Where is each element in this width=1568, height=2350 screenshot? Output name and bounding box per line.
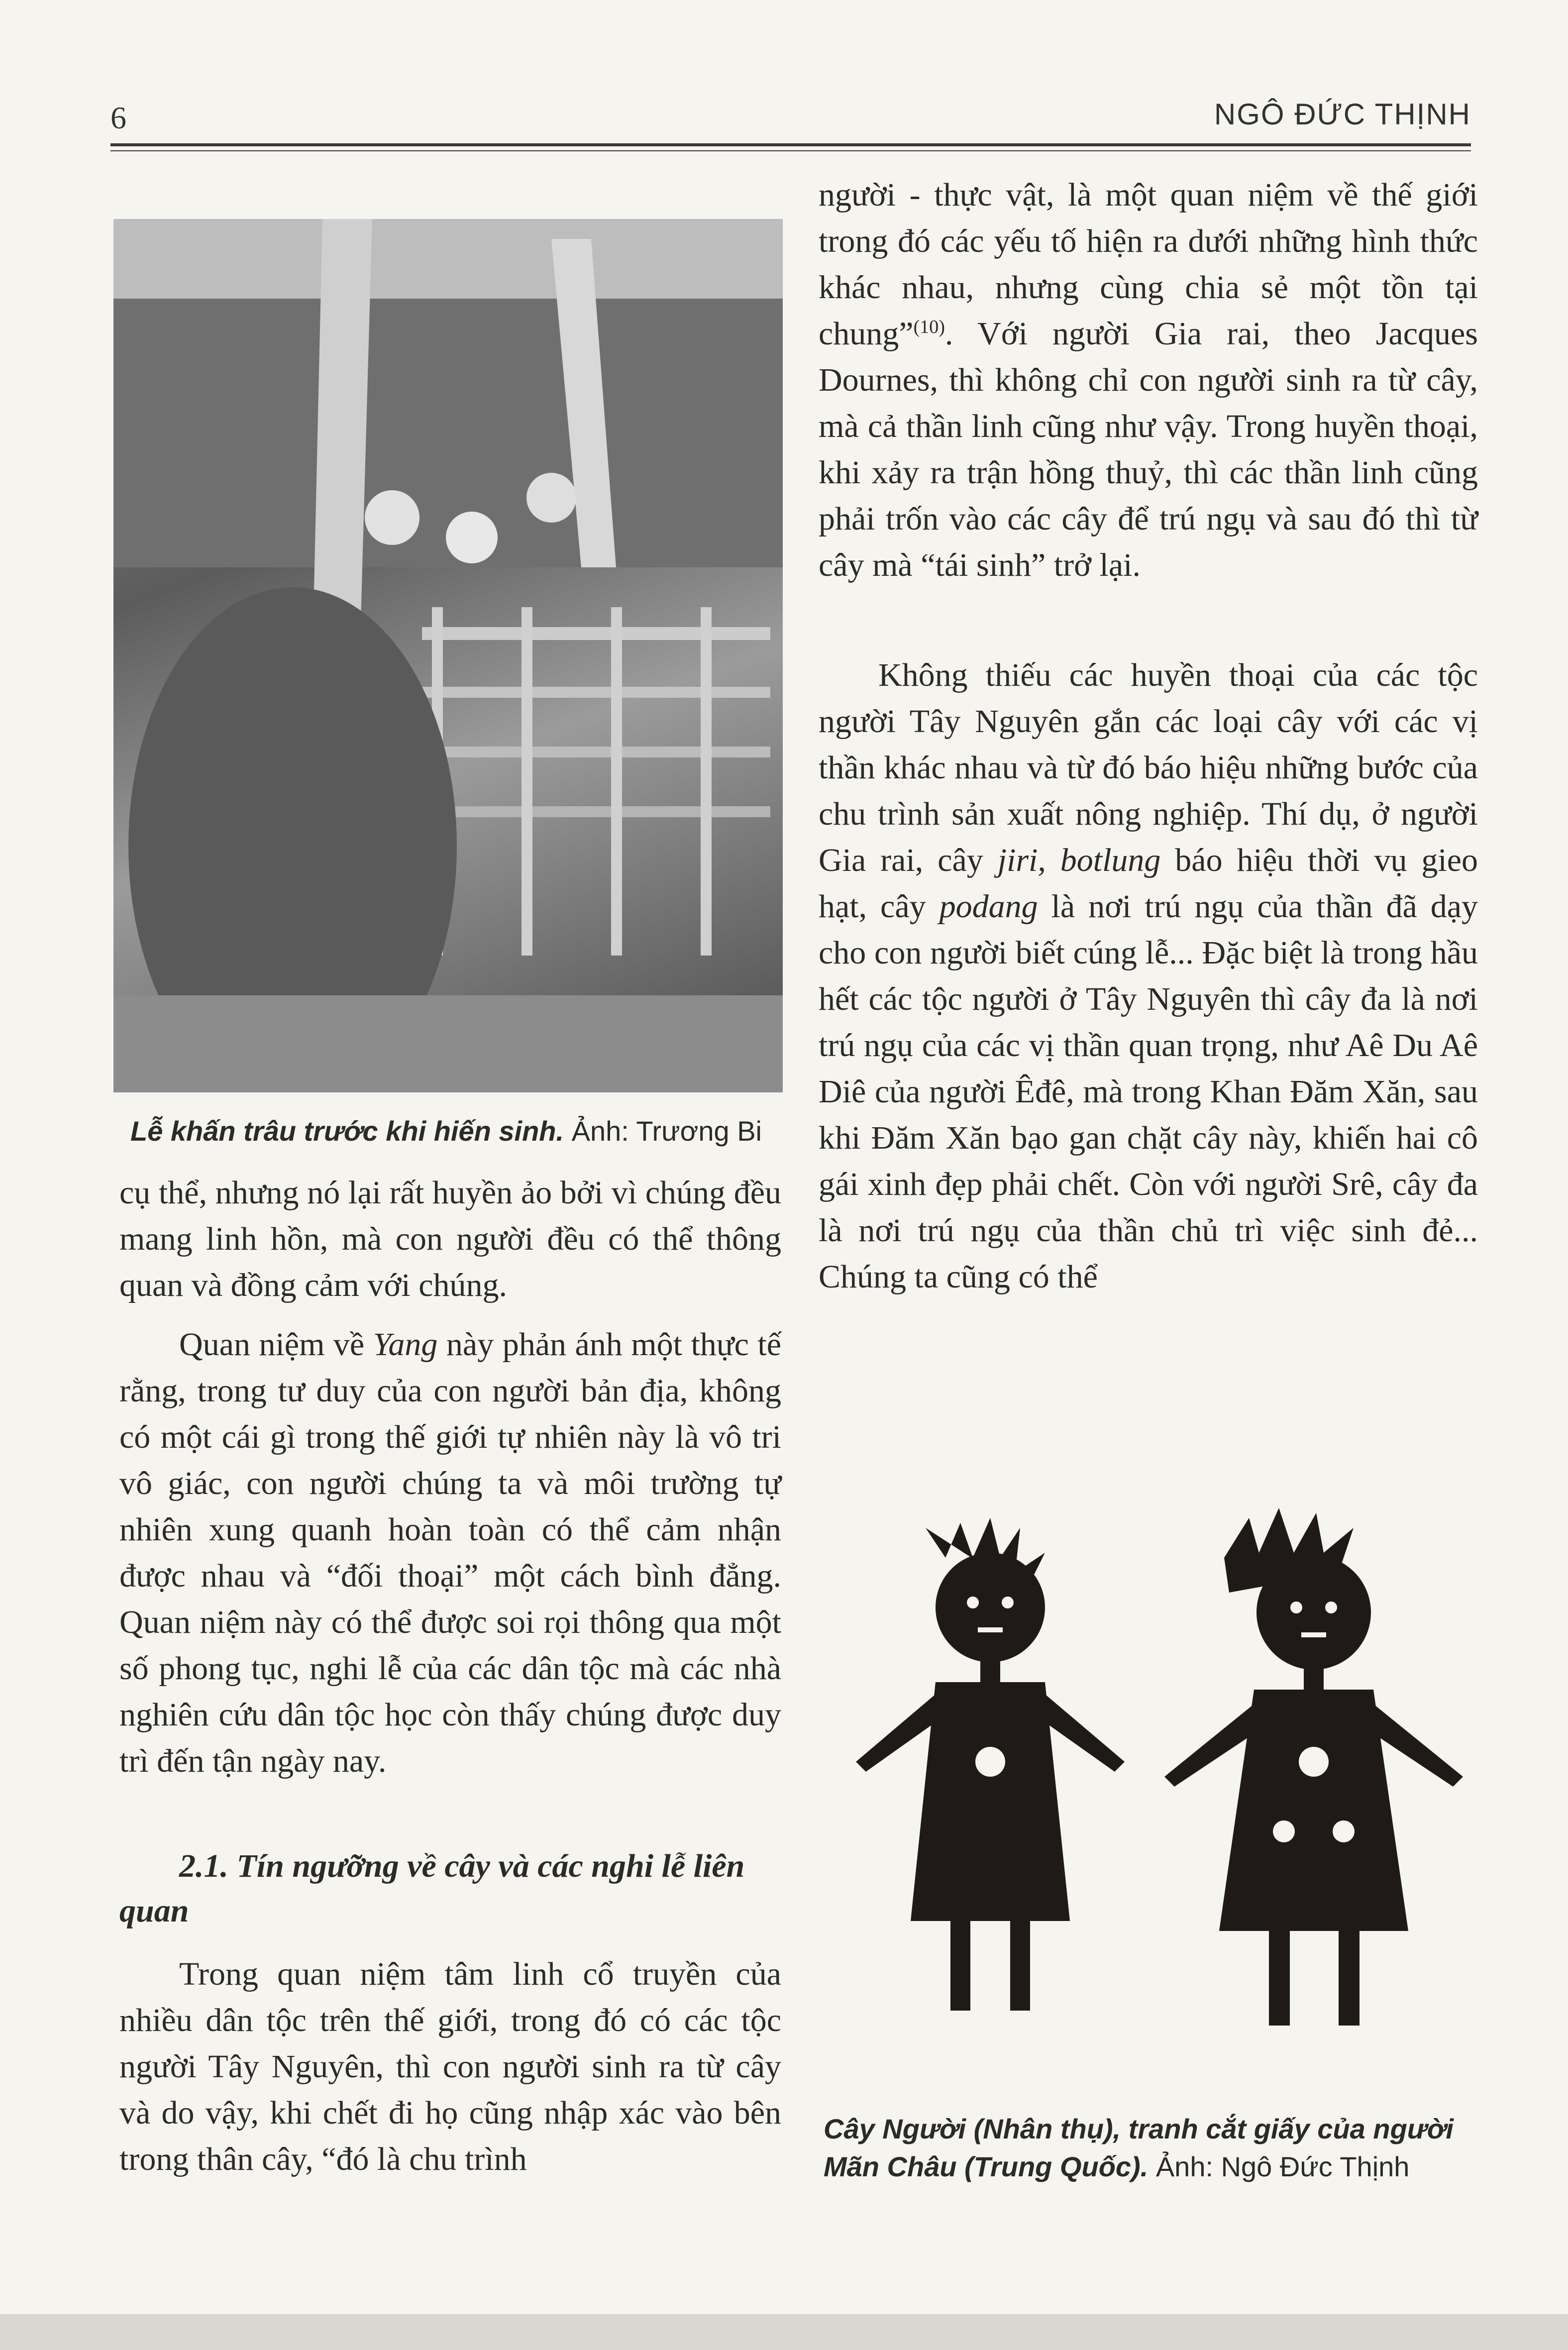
photo-caption-credit: Ảnh: Trương Bi xyxy=(571,1115,762,1147)
photo-caption-title: Lễ khấn trâu trước khi hiến sinh. xyxy=(130,1115,564,1147)
right-p2-text-b: báo hiệu thời vụ gieo hạt, cây xyxy=(819,842,1478,925)
section-heading-2-1: 2.1. Tín ngưỡng về cây và các nghi lễ liên quan xyxy=(119,1848,745,1929)
photo-sketch xyxy=(113,219,783,1092)
right-p2-text-c: là nơi trú ngụ của thần đã dạy cho con người biết cúng lễ... Đặc biệt là trong hầu hết các tộc người ở Tây Nguyên thì cây đa là nơi trú ngụ của các vị thần quan trọng, như Aê Du Aê Diê của người Êđê, mà trong Khan Đăm Xăn, sau khi Đăm Xăn bạo gan chặt cây này, khiến hai cô gái xinh đẹp phải chết. Còn với người Srê, cây đa là nơi trú ngụ của thần chủ trì việc sinh đẻ... Chúng ta cũng có thể xyxy=(819,888,1478,1295)
buffalo-ritual-photo xyxy=(113,219,783,1092)
header-rule-thin xyxy=(110,150,1471,151)
right-p1-text-b: . Với người Gia rai, theo Jacques Dournes, thì không chỉ con người sinh ra từ cây, mà cả thần linh cũng như vậy. Trong huyền thoại, khi xảy ra trận hồng thuỷ, thì các thần linh cũng phải trốn vào các cây để trú ngụ và sau đó thì từ cây mà “tái sinh” trở lại. xyxy=(819,316,1478,583)
header-rule xyxy=(110,143,1471,146)
right-paragraph-2 xyxy=(819,652,1478,1300)
papercut-caption-line2: Mãn Châu (Trung Quốc). xyxy=(824,2151,1149,2182)
right-p1-text-a: người - thực vật, là một quan niệm về thế giới trong đó các yếu tố hiện ra dưới những hình thức khác nhau, nhưng cùng chia sẻ một tồn tại chung” xyxy=(819,177,1478,352)
scan-bottom-edge xyxy=(0,2314,1568,2350)
photo-caption xyxy=(130,1112,787,1150)
left-p2-yang: Yang xyxy=(373,1326,438,1363)
footnote-ref-10: (10) xyxy=(913,317,945,337)
left-paragraph-2 xyxy=(119,1321,781,1784)
left-p2-text-a: Quan niệm về xyxy=(179,1326,373,1363)
papercut-caption-line1: Cây Người (Nhân thụ), tranh cắt giấy của người xyxy=(824,2113,1454,2144)
papercut-caption-credit: Ảnh: Ngô Đức Thịnh xyxy=(1155,2151,1410,2182)
page-number: 6 xyxy=(110,100,126,135)
papercut-caption xyxy=(824,2110,1530,2186)
left-paragraph-3: Trong quan niệm tâm linh cổ truyền của nhiều dân tộc trên thế giới, trong đó có các tộc người Tây Nguyên, thì con người sinh ra từ cây và do vậy, khi chết đi họ cũng nhập xác vào bên trong thân cây, “đó là chu trình xyxy=(119,1956,781,2177)
right-paragraph-1 xyxy=(819,172,1478,588)
papercut-figures xyxy=(836,1483,1523,2080)
right-p2-podang: podang xyxy=(939,888,1038,925)
left-paragraph-1: cụ thể, nhưng nó lại rất huyền ảo bởi vì chúng đều mang linh hồn, mà con người đều có thể thông quan và đồng cảm với chúng. xyxy=(119,1175,781,1303)
papercut-tree-people-image xyxy=(836,1483,1523,2080)
running-head-author: NGÔ ĐỨC THỊNH xyxy=(1214,98,1471,131)
right-p2-text-a: Không thiếu các huyền thoại của các tộc người Tây Nguyên gắn các loại cây với các vị thần khác nhau và từ đó báo hiệu những bước của chu trình sản xuất nông nghiệp. Thí dụ, ở người Gia rai, cây xyxy=(819,657,1478,878)
left-p2-text-b: này phản ánh một thực tế rằng, trong tư duy của con người bản địa, không có một cái gì trong thế giới tự nhiên này là vô tri vô giác, con người chúng ta và môi trường tự nhiên xung quanh hoàn toàn có thể cảm nhận được nhau và “đối thoại” một cách bình đẳng. Quan niệm này có thể được soi rọi thông qua một số phong tục, nghi lễ của các dân tộc mà các nhà nghiên cứu dân tộc học còn thấy chúng được duy trì đến tận ngày nay. xyxy=(119,1326,782,1779)
right-p2-jiri: jiri, botlung xyxy=(997,842,1161,878)
